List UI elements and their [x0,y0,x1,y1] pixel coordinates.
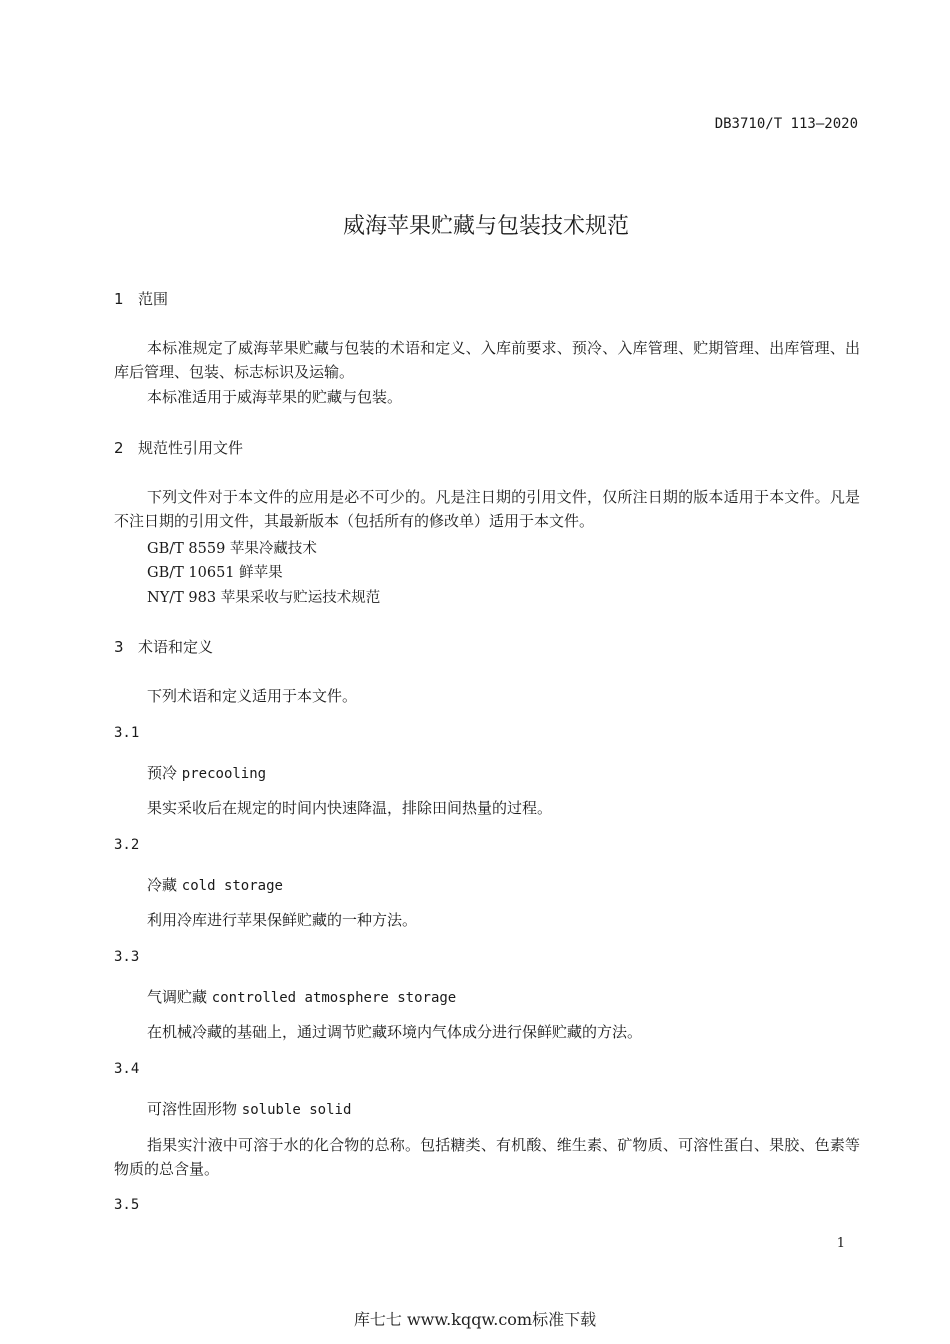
term-definition: 指果实汁液中可溶于水的化合物的总称。包括糖类、有机酸、维生素、矿物质、可溶性蛋白、果胶、色素等物质的总含量。 [114,1136,860,1178]
clause-number: 3.2 [114,837,140,853]
term-heading [147,874,283,895]
document-code: DB3710/T 113—2020 [714,116,858,132]
scope-paragraph-2: 本标准适用于威海苹果的贮藏与包装。 [147,388,403,406]
terms-intro: 下列术语和定义适用于本文件。 [147,687,358,705]
term-heading [147,986,456,1007]
page-number: 1 [836,1236,845,1251]
term-heading [147,1098,351,1119]
references-paragraph: 下列文件对于本文件的应用是必不可少的。凡是注日期的引用文件，仅所注日期的版本适用于本文件。凡是不注日期的引用文件，其最新版本（包括所有的修改单）适用于本文件。 [114,488,860,530]
term-zh: 冷藏 [147,876,178,894]
term-en: soluble solid [241,1102,352,1118]
reference-item: GB/T 8559 苹果冷藏技术 [147,541,317,557]
clause-number: 3.1 [114,725,140,741]
clause-number: 3.3 [114,949,140,965]
term-en: cold storage [181,878,283,894]
section-number: 2 [114,439,124,457]
section-1-heading [114,288,168,309]
term-en: precooling [181,766,267,782]
term-zh: 可溶性固形物 [147,1100,238,1118]
section-number: 1 [114,290,124,308]
term-zh: 预冷 [147,764,178,782]
clause-number: 3.4 [114,1061,140,1077]
section-title: 规范性引用文件 [138,439,244,457]
section-title: 术语和定义 [138,638,214,656]
term-heading [147,762,266,783]
reference-item: GB/T 10651 鲜苹果 [147,565,283,581]
document-title: 威海苹果贮藏与包装技术规范 [342,214,629,239]
term-definition: 果实采收后在规定的时间内快速降温，排除田间热量的过程。 [147,799,553,817]
scope-paragraph-1: 本标准规定了威海苹果贮藏与包装的术语和定义、入库前要求、预冷、入库管理、贮期管理、出库管理、出库后管理、包装、标志标识及运输。 [114,339,860,381]
clause-number: 3.5 [114,1197,140,1213]
term-zh: 气调贮藏 [147,988,208,1006]
footer-watermark: 库七七 www.kqqw.com标准下载 [353,1310,597,1329]
term-en: controlled atmosphere storage [211,990,457,1006]
section-3-heading [114,636,213,657]
reference-item: NY/T 983 苹果采收与贮运技术规范 [147,590,381,606]
term-definition: 在机械冷藏的基础上，通过调节贮藏环境内气体成分进行保鲜贮藏的方法。 [147,1023,643,1041]
section-number: 3 [114,638,124,656]
section-2-heading [114,437,243,458]
term-definition: 利用冷库进行苹果保鲜贮藏的一种方法。 [147,911,418,929]
section-title: 范围 [138,290,169,308]
